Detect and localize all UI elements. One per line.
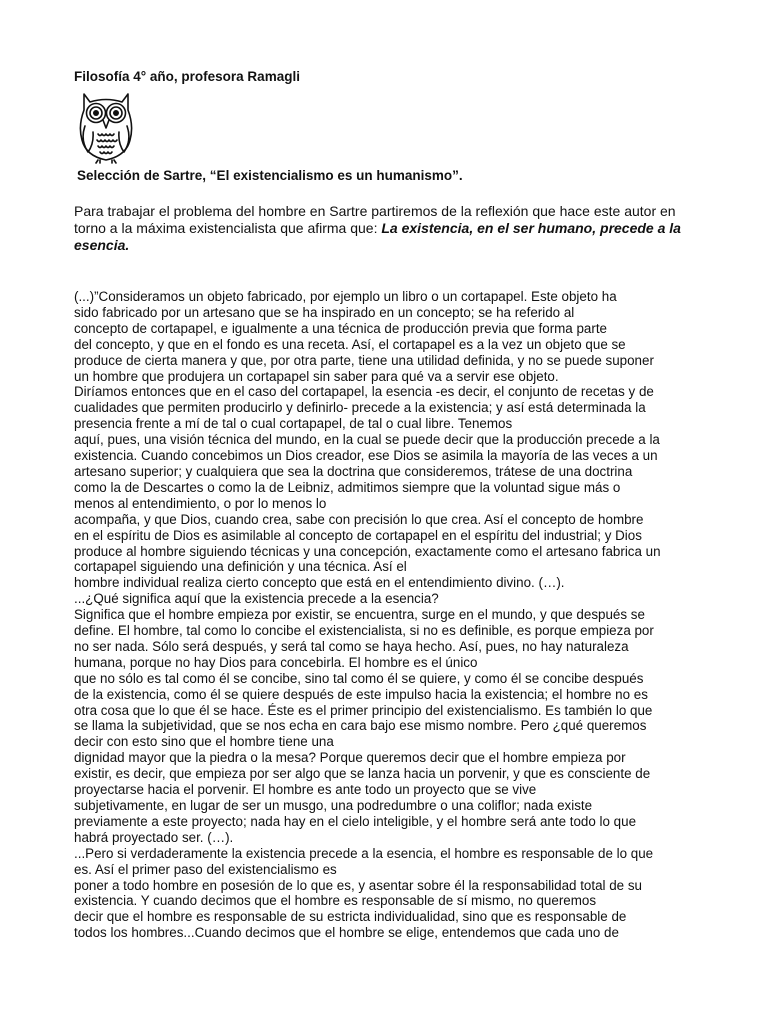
intro-text: Para trabajar el problema del hombre en Sartre partiremos de la reflexión que hace este autor en torno a la máxima existencialista que afirma que: (74, 203, 676, 236)
excerpt-line: existir, es decir, que empieza por ser algo que se lanza hacia un porvenir, y que es consciente de (74, 766, 651, 782)
excerpt-line: produce de cierta manera y que, por otra parte, tiene una utilidad definida, y no se puede suponer (74, 352, 654, 368)
document-header: Filosofía 4° año, profesora Ramagli (74, 69, 300, 84)
excerpt-line: dignidad mayor que la piedra o la mesa? Porque queremos decir que el hombre empieza por (74, 750, 626, 766)
excerpt-line: humana, porque no hay Dios para concebirla. El hombre es el único (74, 654, 478, 670)
excerpt-line: ...¿Qué significa aquí que la existencia precede a la esencia? (74, 591, 439, 607)
excerpt-line: sido fabricado por un artesano que se ha inspirado en un concepto; se ha referido al (74, 304, 575, 320)
excerpt-line: concepto de cortapapel, e igualmente a una técnica de producción previa que forma parte (74, 320, 607, 336)
excerpt-line: presencia frente a mí de tal o cual cortapapel, de tal o cual libre. Tenemos (74, 416, 513, 432)
excerpt-line: otra cosa que lo que él se hace. Éste es el primer principio del existencialismo. Es también lo que (74, 702, 653, 718)
excerpt-line: un hombre que produjera un cortapapel sin saber para qué va a servir ese objeto. (74, 368, 559, 384)
excerpt-line: proyectarse hacia el porvenir. El hombre es ante todo un proyecto que se vive (74, 782, 537, 798)
excerpt-line: decir que el hombre es responsable de su estricta individualidad, sino que es responsable de (74, 909, 627, 925)
excerpt-line: que no sólo es tal como él se concibe, sino tal como él se quiere, y como él se concibe después (74, 670, 644, 686)
excerpt-line: habrá proyectado ser. (…). (74, 829, 234, 845)
excerpt-line: artesano superior; y cualquiera que sea la doctrina que consideremos, trátese de una doctrina (74, 463, 633, 479)
excerpt-line: Diríamos entonces que en el caso del cortapapel, la esencia -es decir, el conjunto de recetas y de (74, 384, 654, 400)
excerpt-line: aquí, pues, una visión técnica del mundo, en la cual se puede decir que la producción precede a la (74, 432, 660, 448)
owl-icon (76, 88, 136, 164)
excerpt-line: se llama la subjetividad, que se nos echa en cara bajo ese mismo nombre. Pero ¿qué queremos (74, 718, 647, 734)
excerpt-line: en el espíritu de Dios es asimilable al concepto de cortapapel en el espíritu del industrial; y Dios (74, 527, 642, 543)
excerpt-line: existencia. Cuando concebimos un Dios creador, ese Dios se asimila la mayoría de las veces a un (74, 448, 658, 464)
existentialist-maxim: La existencia, en el ser humano, precede a la esencia. (74, 220, 681, 253)
excerpt-line: define. El hombre, tal como lo concibe el existencialista, si no es definible, es porque empieza por (74, 623, 654, 639)
excerpt-line: (...)”Consideramos un objeto fabricado, por ejemplo un libro o un cortapapel. Este objeto ha (74, 289, 617, 304)
excerpt-line: produce al hombre siguiendo técnicas y una concepción, exactamente como el artesano fabrica un (74, 543, 661, 559)
excerpt-line: del concepto, y que en el fondo es una receta. Así, el cortapapel es a la vez un objeto que se (74, 336, 626, 352)
excerpt-line: poner a todo hombre en posesión de lo que es, y asentar sobre él la responsabilidad total de su (74, 877, 642, 893)
sartre-excerpt (74, 289, 714, 941)
excerpt-line: es. Así el primer paso del existencialismo es (74, 861, 337, 877)
excerpt-line: cualidades que permiten producirlo y definirlo- precede a la existencia; y así está determinada la (74, 400, 646, 416)
excerpt-line: subjetivamente, en lugar de ser un musgo, una podredumbre o una coliflor; nada existe (74, 798, 593, 813)
excerpt-line: hombre individual realiza cierto concepto que está en el entendimiento divino. (…). (74, 575, 565, 591)
selection-title: Selección de Sartre, “El existencialismo es un humanismo”. (77, 168, 463, 183)
excerpt-line: como la de Descartes o como la de Leibniz, admitimos siempre que la voluntad sigue más o (74, 479, 621, 495)
excerpt-line: Significa que el hombre empieza por existir, se encuentra, surge en el mundo, y que después se (74, 607, 645, 623)
excerpt-line: menos al entendimiento, o por lo menos lo (74, 495, 327, 511)
excerpt-line: ...Pero si verdaderamente la existencia precede a la esencia, el hombre es responsable de lo que (74, 845, 654, 861)
excerpt-line: existencia. Y cuando decimos que el hombre es responsable de sí mismo, no queremos (74, 893, 597, 909)
excerpt-line: previamente a este proyecto; nada hay en el cielo inteligible, y el hombre será ante todo lo que (74, 813, 637, 829)
excerpt-line: no ser nada. Sólo será después, y será tal como se haya hecho. Así, pues, no hay naturaleza (74, 638, 629, 654)
excerpt-line: todos los hombres...Cuando decimos que el hombre se elige, entendemos que cada uno de (74, 925, 619, 941)
excerpt-line: decir con esto sino que el hombre tiene una (74, 734, 334, 750)
excerpt-line: acompaña, y que Dios, cuando crea, sabe con precisión lo que crea. Así el concepto de hombre (74, 511, 644, 527)
intro-paragraph (74, 203, 694, 254)
excerpt-line: cortapapel siguiendo una definición y una técnica. Así el (74, 559, 407, 575)
excerpt-line: de la existencia, como él se quiere después de este impulso hacia la existencia; el hombre no es (74, 686, 648, 702)
